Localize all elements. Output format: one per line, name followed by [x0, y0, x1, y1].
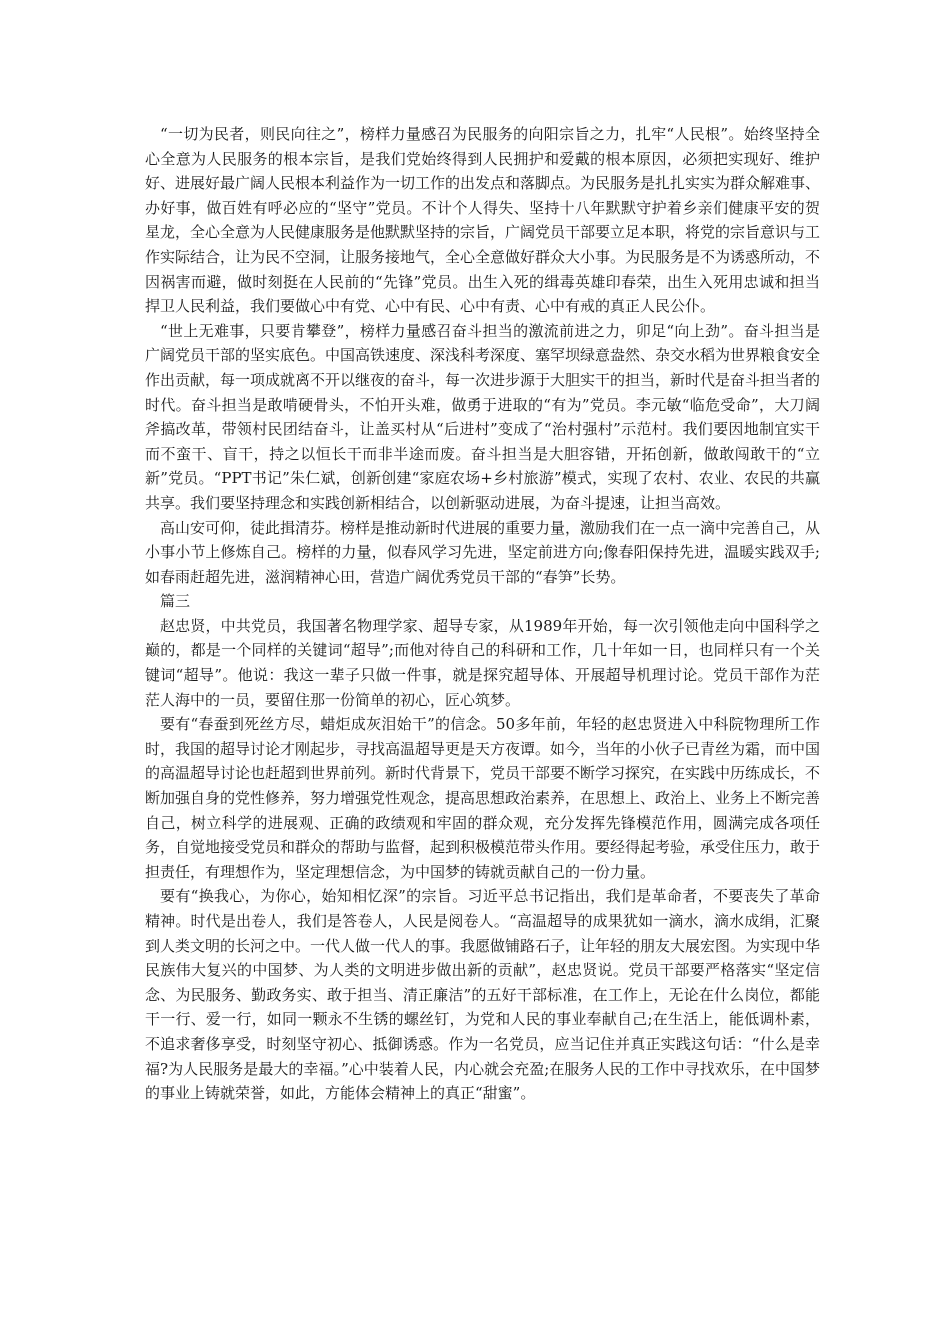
paragraph-5: 要有“春蚕到死丝方尽，蜡炬成灰泪始干”的信念。50多年前，年轻的赵忠贤进入中科院物理所工作时，我国的超导讨论才刚起步，寻找高温超导更是天方夜谭。如今，当年的小伙子已青丝为霜，而中国的高温超导讨论也赶超到世界前列。新时代背景下，党员干部要不断学习探究，在实践中历练成长，不断加强自身的党性修养，努力增强党性观念，提高思想政治素养，在思想上、政治上、业务上不断完善自己，树立科学的进展观、正确的政绩观和牢固的群众观，充分发挥先锋模范作用，圆满完成各项任务，自觉地接受党员和群众的帮助与监督，起到积极模范带头作用。要经得起考验，承受住压力，敢于担责任，有理想作为，坚定理想信念，为中国梦的铸就贡献自己的一份力量。 — [145, 715, 821, 881]
paragraph-3: 高山安可仰，徒此揖清芬。榜样是推动新时代进展的重要力量，激励我们在一点一滴中完善自己，从小事小节上修炼自己。榜样的力量，似春风学习先进，坚定前进方向;像春阳保持先进，温暖实践双手;如春雨赶超先进，滋润精神心田，营造广阔优秀党员干部的“春笋”长势。 — [145, 518, 821, 586]
document-body — [145, 122, 820, 1106]
section-heading: 篇三 — [160, 592, 191, 611]
paragraph-1: “一切为民者，则民向往之”，榜样力量感召为民服务的向阳宗旨之力，扎牢“人民根”。始终坚持全心全意为人民服务的根本宗旨，是我们党始终得到人民拥护和爱戴的根本原因，必须把实现好、维护好、进展好最广阔人民根本利益作为一切工作的出发点和落脚点。为民服务是扎扎实实为群众解难事、办好事，做百姓有呼必应的“坚守”党员。不计个人得失、坚持十八年默默守护着乡亲们健康平安的贺星龙，全心全意为人民健康服务是他默默坚持的宗旨，广阔党员干部要立足本职，将党的宗旨意识与工作实际结合，让为民不空洞，让服务接地气，全心全意做好群众大小事。为民服务是不为诱惑所动，不因祸害而避，做时刻挺在人民前的“先锋”党员。出生入死的缉毒英雄印春荣，出生入死用忠诚和担当捍卫人民利益，我们要做心中有党、心中有民、心中有责、心中有戒的真正人民公仆。 — [145, 125, 821, 316]
paragraph-6: 要有“换我心，为你心，始知相忆深”的宗旨。习近平总书记指出，我们是革命者，不要丧失了革命精神。时代是出卷人，我们是答卷人，人民是阅卷人。“高温超导的成果犹如一滴水，滴水成绢，汇聚到人类文明的长河之中。一代人做一代人的事。我愿做铺路石子，让年轻的朋友大展宏图。为实现中华民族伟大复兴的中国梦、为人类的文明进步做出新的贡献”，赵忠贤说。党员干部要严格落实“坚定信念、为民服务、勤政务实、敢于担当、清正廉洁”的五好干部标准，在工作上，无论在什么岗位，都能干一行、爱一行，如同一颗永不生锈的螺丝钉，为党和人民的事业奉献自己;在生活上，能低调朴素，不追求奢侈享受，时刻坚守初心、抵御诱惑。作为一名党员，应当记住并真正实践这句话：“什么是幸福?为人民服务是最大的幸福。”心中装着人民，内心就会充盈;在服务人民的工作中寻找欢乐，在中国梦的事业上铸就荣誉，如此，方能体会精神上的真正“甜蜜”。 — [145, 887, 821, 1103]
paragraph-2: “世上无难事，只要肯攀登”，榜样力量感召奋斗担当的激流前进之力，卯足“向上劲”。奋斗担当是广阔党员干部的坚实底色。中国高铁速度、深浅科考深度、塞罕坝绿意盎然、杂交水稻为世界粮食安全作出贡献，每一项成就离不开以继夜的奋斗，每一次进步源于大胆实干的担当，新时代是奋斗担当者的时代。奋斗担当是敢啃硬骨头，不怕开头难，做勇于进取的“有为”党员。李元敏“临危受命”，大刀阔斧搞改革，带领村民团结奋斗，让盖买村从“后进村”变成了“治村强村”示范村。我们要因地制宜实干而不蛮干、盲干，持之以恒长干而非半途而废。奋斗担当是大胆容错，开拓创新，做敢闯敢干的“立新”党员。“PPT书记”朱仁斌，创新创建“家庭农场+乡村旅游”模式，实现了农村、农业、农民的共赢共享。我们要坚持理念和实践创新相结合，以创新驱动进展，为奋斗提速，让担当高效。 — [145, 321, 821, 512]
paragraph-4: 赵忠贤，中共党员，我国著名物理学家、超导专家，从1989年开始，每一次引领他走向中国科学之巅的，都是一个同样的关键词“超导”;而他对待自己的科研和工作，几十年如一日，也同样只有一个关键词“超导”。他说：我这一辈子只做一件事，就是探究超导体、开展超导机理讨论。党员干部作为茫茫人海中的一员，要留住那一份简单的初心，匠心筑梦。 — [145, 616, 820, 709]
